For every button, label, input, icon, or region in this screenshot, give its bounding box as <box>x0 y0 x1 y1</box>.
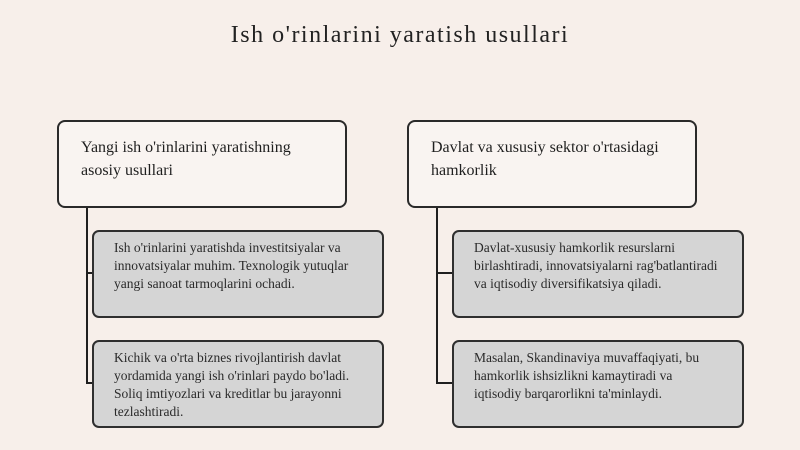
left-connector-vertical <box>86 206 88 384</box>
left-detail-box-2 <box>92 340 384 428</box>
left-detail-box-1 <box>92 230 384 318</box>
right-detail-box-2 <box>452 340 744 428</box>
left-header-text: Yangi ish o'rinlarini yaratishning asosiy usullari <box>81 139 291 179</box>
left-detail-text-1: Ish o'rinlarini yaratishda investitsiyalar va innovatsiyalar muhim. Texnologik yutuqlar yangi sanoat tarmoqlarini ochadi. <box>114 240 349 291</box>
right-detail-text-1: Davlat-xususiy hamkorlik resurslarni birlashtiradi, innovatsiyalarni rag'batlantiradi va iqtisodiy diversifikatsiya qiladi. <box>474 240 718 291</box>
left-header-box <box>57 120 347 208</box>
right-detail-text-2: Masalan, Skandinaviya muvaffaqiyati, bu hamkorlik ishsizlikni kamaytiradi va iqtisodiy barqarorlikni ta'minlaydi. <box>474 350 700 401</box>
right-header-box <box>407 120 697 208</box>
right-detail-box-1 <box>452 230 744 318</box>
left-detail-text-2: Kichik va o'rta biznes rivojlantirish davlat yordamida yangi ish o'rinlari paydo bo'ladi. Soliq imtiyozlari va kreditlar bu jarayonni tezlashtiradi. <box>114 350 350 419</box>
right-header-text: Davlat va xususiy sektor o'rtasidagi hamkorlik <box>431 139 659 179</box>
right-connector-vertical <box>436 206 438 384</box>
diagram-title: Ish o'rinlarini yaratish usullari <box>230 22 570 48</box>
